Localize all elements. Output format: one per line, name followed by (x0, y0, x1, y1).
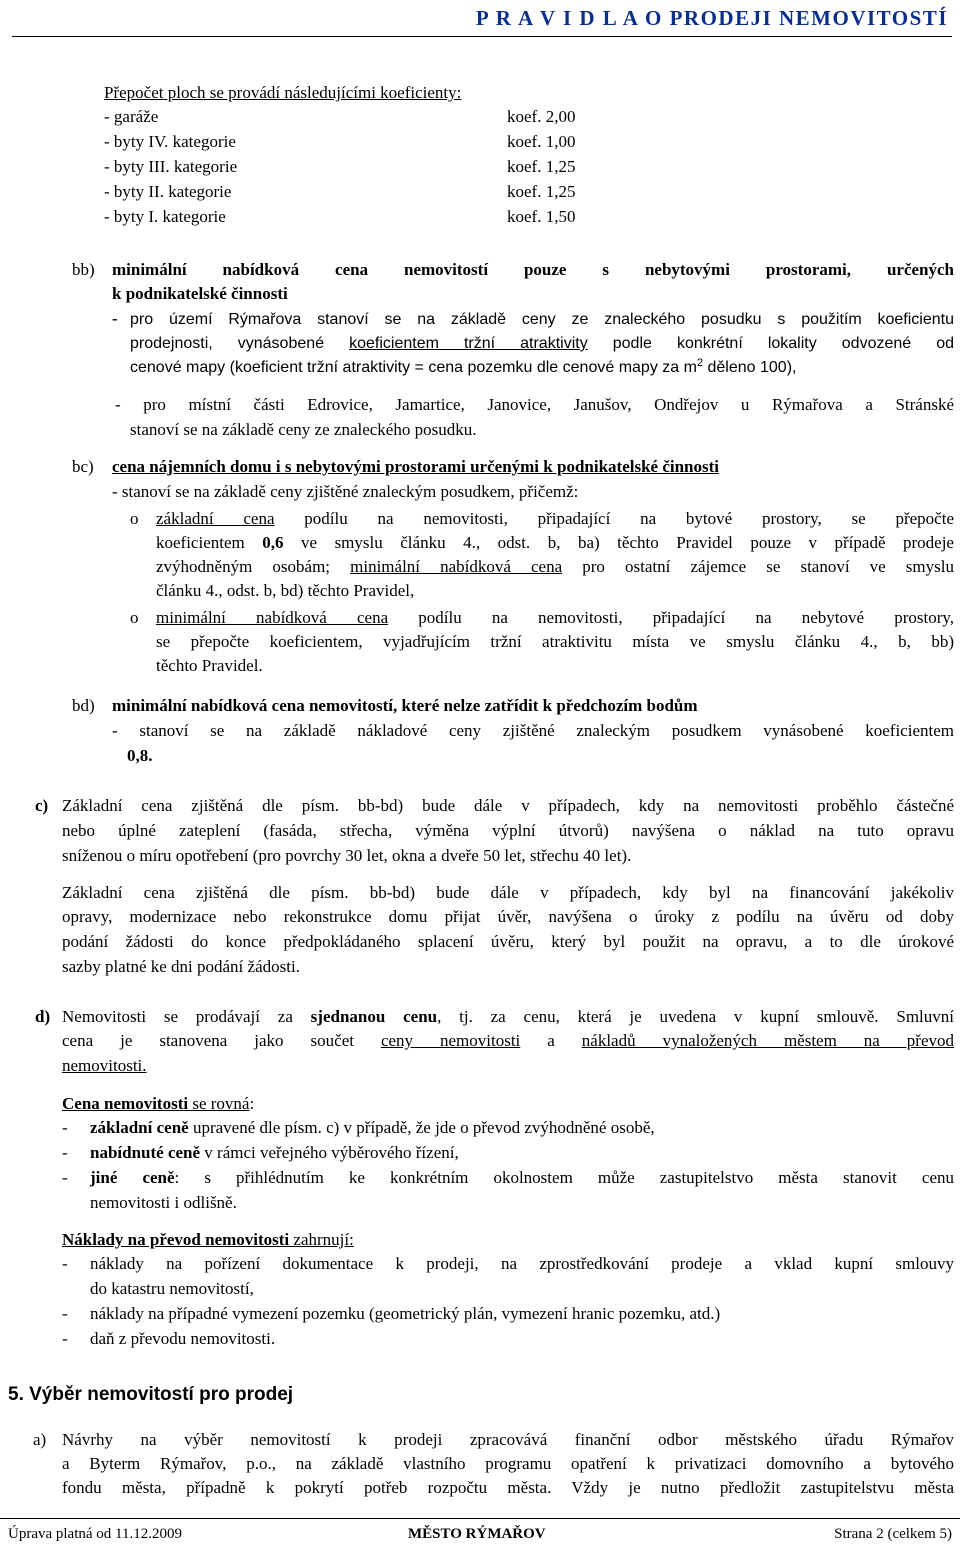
c-marker: c) (35, 796, 49, 815)
koef-label: - garáže (104, 107, 159, 126)
bc-bullet: o (130, 509, 139, 528)
bb-text-line: cenové mapy (koeficient tržní atraktivity = cena pozemku dle cenové mapy za $m^2$ děleno 100), (130, 357, 797, 376)
c-text-line: sníženou o míru opotřebení (pro povrchy 30 let, okna a dveře 50 let, střechu 40 let). (62, 846, 632, 865)
koef-intro: Přepočet ploch se provádí následujícími koeficienty: (104, 83, 462, 102)
cena-dash: - (62, 1168, 68, 1187)
footer-left: Úprava platná od 11.12.2009 (8, 1526, 182, 1542)
s5-text-line: a Byterm Rýmařov, p.o., na základě vlastního programu opatření k privatizaci domovního a bytového (62, 1454, 954, 1473)
d-marker: d) (35, 1007, 51, 1026)
cena-item: jiné ceně: s přihlédnutím ke konkrétním okolnostem může zastupitelstvo města stanovit cenu (90, 1168, 954, 1187)
bd-text-line: - stanoví se na základě nákladové ceny zjištěné znaleckým posudkem vynásobené koeficientem (112, 721, 954, 740)
bb-text-line: prodejnosti, vynásobené koeficientem tržní atraktivity podle konkrétní lokality odvozené od (130, 335, 955, 352)
koef-value: koef. 1,00 (507, 132, 576, 151)
c-text-line: Základní cena zjištěná dle písm. bb-bd) bude dále v případech, kdy byl na financování jakékoliv (62, 883, 954, 902)
cena-item: nabídnuté ceně v rámci veřejného výběrového řízení, (90, 1143, 459, 1162)
bd-marker: bd) (72, 696, 95, 715)
c-text-line: nebo úplné zateplení (fasáda, střecha, výměna výplní útvorů) navýšena o náklad na tuto opravu (62, 821, 954, 840)
bb-text-line: stanoví se na základě ceny ze znaleckého posudku. (130, 420, 477, 439)
bb-text-line: pro území Rýmařova stanoví se na základě ceny ze znaleckého posudku s použitím koeficientu (130, 311, 954, 328)
bc-intro: - stanoví se na základě ceny zjištěné znaleckým posudkem, přičemž: (112, 482, 579, 501)
bb-title: minimální nabídková cena nemovitostí pouze s nebytovými prostorami, určených (112, 260, 954, 279)
bb-dash: - (112, 309, 118, 328)
bc-bullet: o (130, 608, 139, 627)
koef-value: koef. 1,25 (507, 182, 576, 201)
koef-value: koef. 1,25 (507, 157, 576, 176)
d-text-line: Nemovitosti se prodávají za sjednanou cenu, tj. za cenu, která je uvedena v kupní smlouvě. Smluvní (62, 1007, 954, 1026)
koef-label: - byty III. kategorie (104, 157, 238, 176)
naklady-heading: Náklady na převod nemovitosti zahrnují: (62, 1230, 354, 1249)
naklady-dash: - (62, 1329, 68, 1348)
c-text-line: sazby platné ke dni podání žádosti. (62, 957, 300, 976)
cena-item: základní ceně upravené dle písm. c) v případě, že jde o převod zvýhodněné osobě, (90, 1118, 655, 1137)
naklady-item: daň z převodu nemovitosti. (90, 1329, 276, 1348)
c-text-line: opravy, modernizace nebo rekonstrukce domu přijat úvěr, navýšena o úroky z podílu na úvěru od doby (62, 907, 954, 926)
bc-text-line: se přepočte koeficientem, vyjadřujícím tržní atraktivitu místa ve smyslu článku 4., b, bb) (156, 632, 954, 651)
naklady-item-cont: do katastru nemovitostí, (90, 1279, 254, 1298)
bc-text-line: článku 4., odst. b, bd) těchto Pravidel, (156, 581, 415, 600)
koef-value: koef. 1,50 (507, 207, 576, 226)
bc-text-line: základní cena podílu na nemovitosti, připadající na bytové prostory, se přepočte (156, 509, 955, 528)
naklady-dash: - (62, 1304, 68, 1323)
c-text-line: podání žádosti do konce předpokládaného splacení úvěru, který byl použit na opravu, a to dle úrokové (62, 932, 954, 951)
bb-text-line: - pro místní části Edrovice, Jamartice, Janovice, Janušov, Ondřejov u Rýmařova a Stránské (115, 395, 954, 414)
footer-rule (0, 1518, 960, 1519)
cena-heading: Cena nemovitosti se rovná: (62, 1094, 255, 1113)
koef-label: - byty I. kategorie (104, 207, 226, 226)
bb-title-cont: k podnikatelské činnosti (112, 284, 288, 303)
bc-marker: bc) (72, 457, 94, 476)
bc-text-line: těchto Pravidel. (156, 656, 263, 675)
naklady-item: náklady na případné vymezení pozemku (geometrický plán, vymezení hranic pozemku, atd.) (90, 1304, 721, 1323)
header-title: P R A V I D L A O PRODEJI NEMOVITOSTÍ (475, 6, 948, 30)
s5-a-marker: a) (33, 1430, 47, 1449)
naklady-dash: - (62, 1254, 68, 1273)
koef-label: - byty IV. kategorie (104, 132, 236, 151)
bc-title: cena nájemních domu i s nebytovými prostorami určenými k podnikatelské činnosti (112, 457, 720, 476)
d-text-line: cena je stanovena jako součet ceny nemovitosti a nákladů vynaložených městem na převod (62, 1031, 955, 1050)
s5-text-line: fondu města, případně k pokrytí potřeb rozpočtu města. Vždy je nutno předložit zastupitelstvu města (62, 1478, 954, 1497)
koef-value: koef. 2,00 (507, 107, 576, 126)
s5-text-line: Návrhy na výběr nemovitostí k prodeji zpracovává finanční odbor městského úřadu Rýmařov (62, 1430, 954, 1449)
footer-center: MĚSTO RÝMAŘOV (408, 1526, 546, 1542)
koef-label: - byty II. kategorie (104, 182, 232, 201)
cena-dash: - (62, 1143, 68, 1162)
c-text-line: Základní cena zjištěná dle písm. bb-bd) bude dále v případech, kdy na nemovitosti proběhlo částečné (62, 796, 954, 815)
cena-item-cont: nemovitosti i odlišně. (90, 1193, 237, 1212)
bd-title: minimální nabídková cena nemovitostí, které nelze zatřídit k předchozím bodům (112, 696, 698, 715)
bc-text-line: minimální nabídková cena podílu na nemovitosti, připadající na nebytové prostory, (156, 608, 954, 627)
bb-marker: bb) (72, 260, 95, 279)
section-5-title: 5. Výběr nemovitostí pro prodej (8, 1384, 294, 1405)
footer-page-number: Strana 2 (celkem 5) (834, 1526, 952, 1542)
bc-text-line: zvýhodněným osobám; minimální nabídková cena pro ostatní zájemce se stanoví ve smyslu (156, 557, 954, 576)
bd-coefficient: 0,8. (127, 746, 153, 765)
header-rule (12, 36, 952, 37)
naklady-item: náklady na pořízení dokumentace k prodeji, na zprostředkování prodeje a vklad kupní smlouvy (90, 1254, 954, 1273)
page-header (0, 0, 960, 40)
d-text-line: nemovitosti. (62, 1056, 147, 1075)
cena-dash: - (62, 1118, 68, 1137)
bc-text-line: koeficientem 0,6 ve smyslu článku 4., odst. b, ba) těchto Pravidel pouze v případě prodeje (156, 533, 954, 552)
